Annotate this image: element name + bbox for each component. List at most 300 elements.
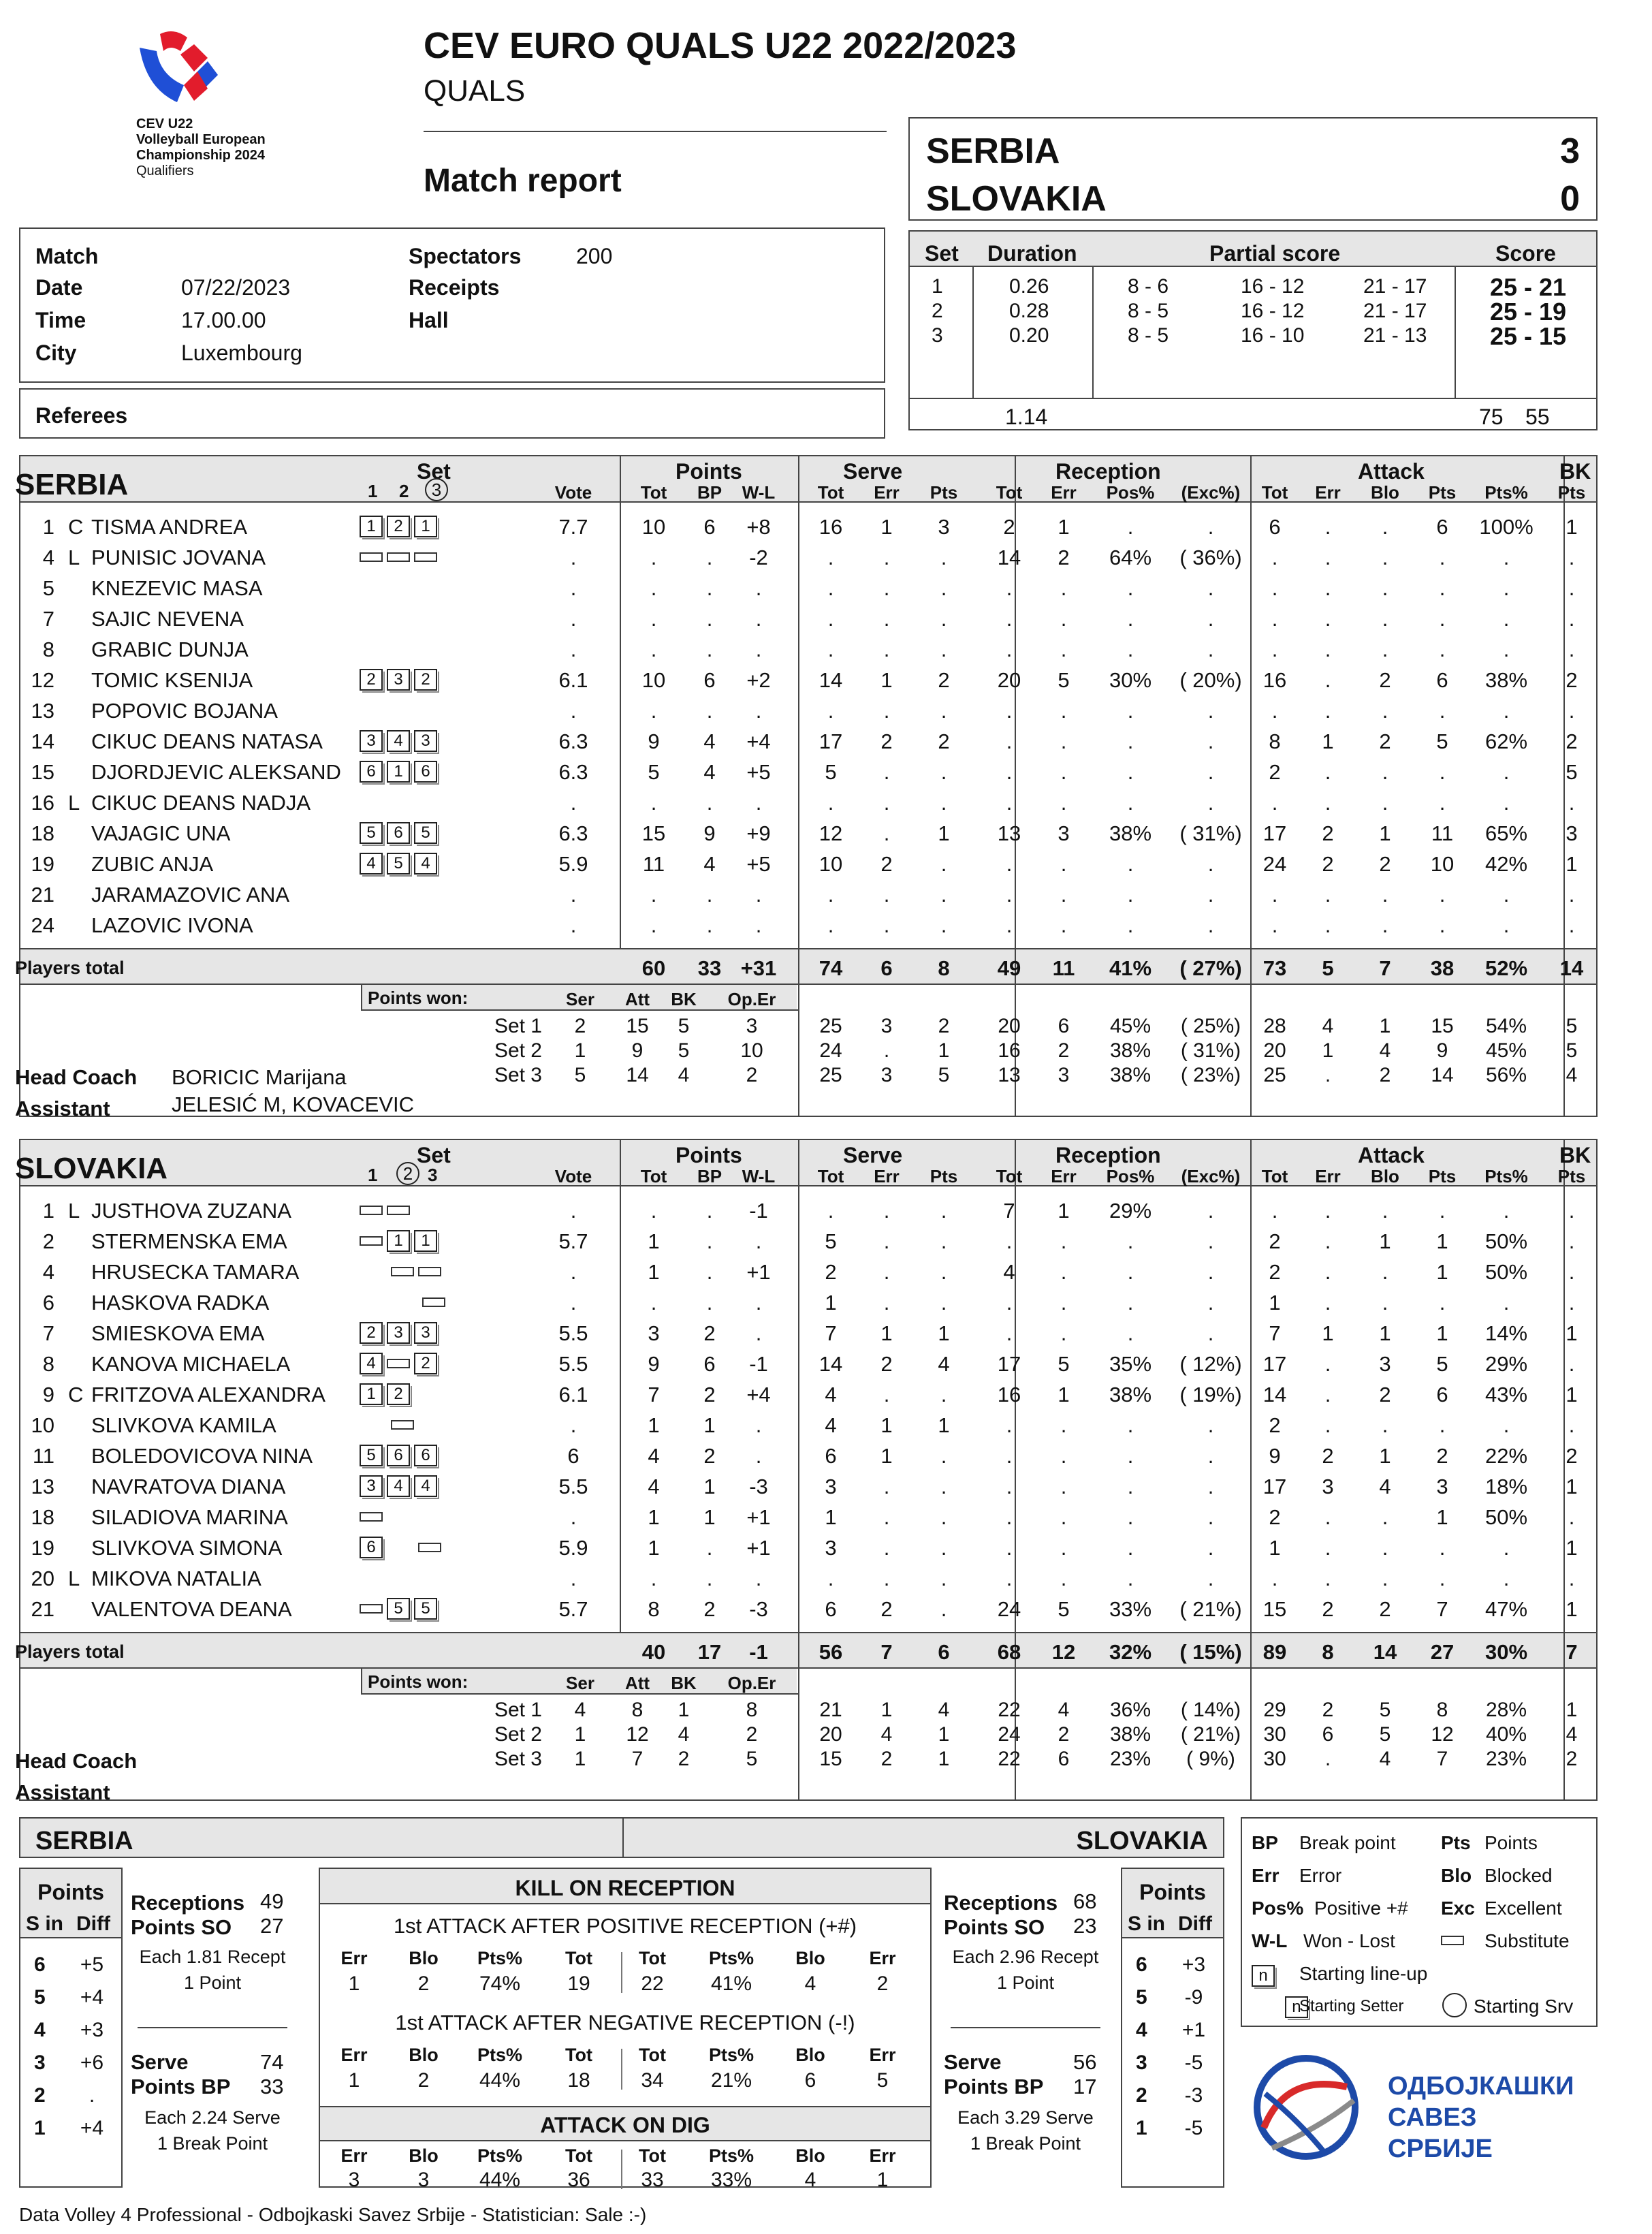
legend-bp: BP xyxy=(1252,1832,1278,1853)
stat-cell: . xyxy=(1127,638,1134,661)
player-number: 13 xyxy=(31,1475,54,1498)
stat-cell: 17 xyxy=(819,729,843,753)
stat-cell: 29% xyxy=(1484,1352,1528,1376)
stat-cell: . xyxy=(1439,791,1446,815)
stat-cell: . xyxy=(1382,791,1388,815)
stat-cell: 2 xyxy=(1566,729,1578,753)
starting-position-icon: 4 xyxy=(387,1475,410,1497)
stat-cell: . xyxy=(1006,913,1013,937)
set-stat-cell: 3 xyxy=(880,1064,893,1086)
col-bk: BK xyxy=(1559,1143,1591,1167)
stat-cell: . xyxy=(1060,638,1067,661)
assistant-name: JELESIĆ M, KOVACEVIC xyxy=(172,1092,415,1116)
logo-line4: Qualifiers xyxy=(136,163,194,178)
stat-cell: . xyxy=(755,576,762,600)
stat-cell: . xyxy=(570,1505,577,1529)
col-serve: Serve xyxy=(843,1143,903,1167)
total-cell: 12 xyxy=(1051,1640,1076,1664)
stat-cell: . xyxy=(1207,1260,1214,1284)
stat-cell: 3 xyxy=(1436,1475,1448,1498)
assistant-label: Assistant xyxy=(15,1097,110,1120)
set-stat-cell: 15 xyxy=(1431,1015,1454,1037)
stat-cell: ( 36%) xyxy=(1179,546,1242,569)
stat-cell: 2 xyxy=(1379,1383,1391,1406)
rotation-number: 4 xyxy=(34,2019,46,2041)
stat-cell: . xyxy=(1439,883,1446,907)
set-stat-cell: 38% xyxy=(1109,1064,1151,1086)
stat-cell: . xyxy=(1060,1321,1067,1345)
stat-cell: . xyxy=(1127,852,1134,876)
stat-cell: . xyxy=(755,1291,762,1315)
player-number: 2 xyxy=(42,1229,54,1253)
rotation-number: 2 xyxy=(1136,2084,1147,2107)
negative-cell: 18 xyxy=(567,2069,590,2092)
stat-cell: 9 xyxy=(703,821,716,845)
col-head: Pos% xyxy=(1106,1166,1155,1186)
set-stat-cell: 2 xyxy=(1379,1064,1391,1086)
total-cell: 68 xyxy=(997,1640,1021,1664)
set-duration: 0.26 xyxy=(1009,275,1049,298)
col-head: W-L xyxy=(742,1166,776,1186)
stat-cell: 1 xyxy=(880,515,893,539)
positive-cell: 1 xyxy=(348,1972,360,1995)
starting-rotations xyxy=(360,1320,441,1344)
stat-cell: . xyxy=(1382,607,1388,631)
stat-cell: . xyxy=(570,1567,577,1590)
col-head: Pts xyxy=(1428,1166,1457,1186)
set-stat-cell: 8 xyxy=(1436,1699,1448,1721)
stat-cell: 17 xyxy=(997,1352,1021,1376)
kill-head: Tot xyxy=(565,2045,592,2065)
stat-cell: 6.1 xyxy=(558,668,588,692)
stat-cell: 2 xyxy=(1269,1260,1281,1284)
negative-cell: 44% xyxy=(479,2069,521,2092)
stat-cell: . xyxy=(1271,607,1278,631)
stat-cell: +9 xyxy=(746,821,771,845)
col-head: W-L xyxy=(742,482,776,503)
stat-cell: . xyxy=(1006,1505,1013,1529)
points-won-cell: 9 xyxy=(631,1039,644,1062)
points-won-cell: 4 xyxy=(678,1064,690,1086)
stat-cell: . xyxy=(1207,729,1214,753)
match-label: Match xyxy=(35,244,99,268)
stat-cell: 30% xyxy=(1109,668,1152,692)
starting-position-icon: 1 xyxy=(360,516,383,537)
set-stat-cell: 4 xyxy=(1379,1039,1391,1062)
stat-cell: . xyxy=(1060,1291,1067,1315)
col-head: Tot xyxy=(817,482,844,503)
stat-cell: . xyxy=(755,1321,762,1345)
positive-cell: 41% xyxy=(710,1972,752,1995)
stat-cell: 6 xyxy=(1436,668,1448,692)
stat-cell: 4 xyxy=(825,1383,837,1406)
player-number: 8 xyxy=(42,638,54,661)
set-stat-cell: 2 xyxy=(880,1748,893,1770)
stat-cell: . xyxy=(650,607,657,631)
stat-cell: . xyxy=(706,1567,713,1590)
starting-position-icon: 3 xyxy=(360,730,383,752)
starting-rotations xyxy=(360,759,441,783)
match-info-box xyxy=(19,227,885,383)
federation-line2: САВЕЗ xyxy=(1388,2103,1477,2132)
stat-cell: . xyxy=(1006,791,1013,815)
stat-cell: . xyxy=(940,1199,947,1223)
stat-cell: 1 xyxy=(1379,1321,1391,1345)
stat-cell: 1 xyxy=(938,821,950,845)
total-cell: 6 xyxy=(880,956,893,980)
stat-cell: . xyxy=(1207,515,1214,539)
stat-cell: . xyxy=(1207,576,1214,600)
set-partial-3: 21 - 13 xyxy=(1363,324,1427,347)
set-stat-cell: 2 xyxy=(1566,1748,1578,1770)
kill-head: Pts% xyxy=(708,2145,754,2166)
set-stat-cell: 20 xyxy=(819,1723,842,1746)
spectators-label: Spectators xyxy=(409,244,522,268)
stat-cell: . xyxy=(1271,638,1278,661)
total-cell: 8 xyxy=(1322,1640,1334,1664)
set-stat-cell: ( 23%) xyxy=(1180,1064,1241,1086)
rotation-diff-value: . xyxy=(89,2084,95,2107)
stat-cell: . xyxy=(940,1444,947,1468)
stat-cell: . xyxy=(570,1199,577,1223)
total-cell: 49 xyxy=(997,956,1021,980)
stat-cell: . xyxy=(940,1260,947,1284)
player-name: KANOVA MICHAELA xyxy=(91,1352,291,1376)
col-head: Err xyxy=(1315,482,1341,503)
starting-position-icon: 5 xyxy=(387,853,410,875)
stat-cell: . xyxy=(1127,576,1134,600)
stat-cell: 16 xyxy=(819,515,843,539)
set-stat-cell: 23% xyxy=(1109,1748,1151,1770)
stat-cell: 5.5 xyxy=(558,1321,588,1345)
logo-line1: CEV U22 xyxy=(136,116,193,131)
stat-cell: 17 xyxy=(1262,1352,1287,1376)
starting-rotations xyxy=(360,1381,445,1405)
points-won-cell: 2 xyxy=(574,1015,586,1037)
stat-cell: 6 xyxy=(703,515,716,539)
stat-cell: . xyxy=(1060,1536,1067,1560)
legend-lineup-text: Starting line-up xyxy=(1299,1963,1428,1984)
stat-cell: . xyxy=(570,1413,577,1437)
stat-cell: 1 xyxy=(1566,1536,1578,1560)
stat-cell: . xyxy=(827,699,834,723)
stat-cell: . xyxy=(883,913,890,937)
set-stat-cell: . xyxy=(883,1039,890,1062)
stat-cell: . xyxy=(1382,1505,1388,1529)
stat-cell: 6 xyxy=(825,1444,837,1468)
stat-cell: 1 xyxy=(1566,1475,1578,1498)
set-stat-cell: 45% xyxy=(1109,1015,1151,1037)
stat-cell: 14% xyxy=(1484,1321,1528,1345)
stat-cell: . xyxy=(883,607,890,631)
stat-cell: . xyxy=(883,699,890,723)
substitute-icon xyxy=(360,1206,383,1215)
col-bk: BK xyxy=(1559,459,1591,484)
stat-cell: . xyxy=(940,1536,947,1560)
col-attack: Attack xyxy=(1358,1143,1425,1167)
total-cell: 8 xyxy=(938,956,950,980)
kill-head: Blo xyxy=(795,1948,825,1968)
legend-pts-text: Points xyxy=(1484,1832,1538,1853)
starting-rotations xyxy=(360,1443,441,1466)
stat-cell: 38% xyxy=(1484,668,1528,692)
total-cell: 7 xyxy=(1566,1640,1578,1664)
substitute-icon xyxy=(422,1297,445,1307)
stat-cell: 1 xyxy=(1379,1444,1391,1468)
stat-cell: 3 xyxy=(648,1321,660,1345)
dig-cell: 3 xyxy=(348,2169,360,2191)
stat-cell: . xyxy=(1382,1291,1388,1315)
points-won-cell: 2 xyxy=(746,1723,758,1746)
stat-cell: . xyxy=(827,576,834,600)
stat-cell: . xyxy=(570,576,577,600)
set-stat-cell: 28% xyxy=(1485,1699,1527,1721)
stat-cell: 47% xyxy=(1484,1597,1528,1621)
kill-head: Err xyxy=(869,2145,896,2166)
stat-cell: . xyxy=(1271,699,1278,723)
stat-cell: 3 xyxy=(1379,1352,1391,1376)
stat-cell: . xyxy=(827,883,834,907)
col-head: Err xyxy=(1051,482,1077,503)
total-cell: 40 xyxy=(641,1640,666,1664)
stat-cell: 16 xyxy=(997,1383,1021,1406)
stat-cell: . xyxy=(1568,1413,1575,1437)
stat-cell: 7 xyxy=(1436,1597,1448,1621)
stat-cell: 6.3 xyxy=(558,821,588,845)
stat-cell: . xyxy=(706,546,713,569)
stat-cell: . xyxy=(1127,1567,1134,1590)
stat-cell: +1 xyxy=(746,1536,771,1560)
stat-cell: 6 xyxy=(1436,515,1448,539)
stat-cell: 4 xyxy=(1003,1260,1015,1284)
stat-cell: 2 xyxy=(1379,1597,1391,1621)
stat-cell: 50% xyxy=(1484,1505,1528,1529)
stat-cell: 1 xyxy=(880,1321,893,1345)
stat-cell: 1 xyxy=(1379,1229,1391,1253)
stat-cell: . xyxy=(650,576,657,600)
stat-cell: . xyxy=(1324,1567,1331,1590)
divider xyxy=(361,1009,798,1011)
player-number: 7 xyxy=(42,607,54,631)
player-number: 7 xyxy=(42,1321,54,1345)
starting-position-icon: 1 xyxy=(387,1230,410,1252)
divider xyxy=(319,1903,932,1904)
starting-rotations xyxy=(360,1259,445,1280)
stat-cell: 2 xyxy=(938,668,950,692)
dig-cell: 4 xyxy=(804,2169,816,2191)
stat-cell: 2 xyxy=(880,1597,893,1621)
set-score: 25 - 19 xyxy=(1490,298,1567,326)
dig-cell: 33 xyxy=(641,2169,664,2191)
set-stat-label: Set 3 xyxy=(494,1064,542,1086)
rotation-number: 6 xyxy=(34,1953,46,1976)
player-name: FRITZOVA ALEXANDRA xyxy=(91,1383,325,1406)
stat-cell: . xyxy=(1503,1536,1510,1560)
player-number: 15 xyxy=(31,760,54,784)
stat-cell: . xyxy=(1207,852,1214,876)
stat-cell: . xyxy=(1324,1291,1331,1315)
stat-cell: . xyxy=(1382,515,1388,539)
starting-rotations xyxy=(360,912,454,934)
total-cell: 7 xyxy=(1379,956,1391,980)
negative-cell: 2 xyxy=(417,2069,430,2092)
stat-cell: 1 xyxy=(1058,1383,1070,1406)
stat-cell: -3 xyxy=(749,1597,768,1621)
total-cell: +31 xyxy=(740,956,777,980)
bottom-team-bar xyxy=(19,1817,1224,1858)
stat-cell: 42% xyxy=(1484,852,1528,876)
starting-rotations xyxy=(360,1504,449,1526)
points-won-cell: 5 xyxy=(746,1748,758,1770)
rotation-number: 3 xyxy=(1136,2051,1147,2074)
stat-cell: . xyxy=(1127,1413,1134,1437)
head-coach-name: BORICIC Marijana xyxy=(172,1065,347,1089)
player-name: ZUBIC ANJA xyxy=(91,852,214,876)
stat-cell: 2 xyxy=(1322,1444,1334,1468)
points-won-head: Ser xyxy=(566,1673,594,1693)
total-cell: 33 xyxy=(697,956,722,980)
stat-cell: 1 xyxy=(648,1413,660,1437)
city-value: Luxembourg xyxy=(181,341,302,365)
stat-cell: 1 xyxy=(1058,515,1070,539)
stat-cell: . xyxy=(706,638,713,661)
set-stat-label: Set 2 xyxy=(494,1039,542,1062)
col-head: Tot xyxy=(1261,1166,1288,1186)
stat-cell: . xyxy=(1324,515,1331,539)
points-won-head: Op.Er xyxy=(727,1673,776,1693)
stat-cell: . xyxy=(1207,1199,1214,1223)
starting-rotations xyxy=(360,1228,441,1252)
points-won-cell: 12 xyxy=(626,1723,649,1746)
divider xyxy=(621,2150,622,2189)
col-head: Blo xyxy=(1371,1166,1399,1186)
stat-cell: 14 xyxy=(819,1352,843,1376)
starting-position-icon: 3 xyxy=(387,1322,410,1344)
col-head: Err xyxy=(874,1166,900,1186)
starting-rotations xyxy=(360,1412,449,1434)
legend-setter-text: Starting Setter xyxy=(1299,1997,1404,2015)
set-stat-cell: 21 xyxy=(819,1699,842,1721)
points-bp-label: Points BP xyxy=(944,2075,1044,2098)
set-stat-cell: ( 14%) xyxy=(1180,1699,1241,1721)
stat-cell: +4 xyxy=(746,729,771,753)
stat-cell: . xyxy=(706,1260,713,1284)
col-head: Pts xyxy=(1428,482,1457,503)
col-head: Pts% xyxy=(1484,1166,1528,1186)
total-cell: ( 27%) xyxy=(1179,956,1242,980)
stat-cell: 5 xyxy=(825,760,837,784)
stat-cell: 1 xyxy=(648,1536,660,1560)
rotation-number: 5 xyxy=(1136,1986,1147,2009)
set-circle-icon: 3 xyxy=(425,478,448,501)
stat-cell: . xyxy=(883,546,890,569)
stat-cell: 5 xyxy=(1436,729,1448,753)
stat-cell: 43% xyxy=(1484,1383,1528,1406)
starting-position-icon: 6 xyxy=(414,1445,437,1466)
starting-position-icon: 3 xyxy=(414,730,437,752)
stat-cell: 24 xyxy=(997,1597,1021,1621)
set-stat-cell: 6 xyxy=(1058,1015,1070,1037)
rotation-number: 1 xyxy=(34,2117,46,2139)
stat-cell: . xyxy=(1382,1536,1388,1560)
stat-cell: . xyxy=(940,1291,947,1315)
stat-cell: 1 xyxy=(1436,1321,1448,1345)
stat-cell: . xyxy=(755,1413,762,1437)
points-won-head: Att xyxy=(624,989,650,1009)
stat-cell: . xyxy=(827,1567,834,1590)
stat-cell: 6 xyxy=(1269,515,1281,539)
stat-cell: 1 xyxy=(703,1505,716,1529)
rotation-title: Points xyxy=(37,1880,104,1904)
starting-rotations xyxy=(360,1289,449,1311)
stat-cell: . xyxy=(1127,760,1134,784)
positive-cell: 2 xyxy=(876,1972,889,1995)
divider xyxy=(319,2140,932,2141)
stat-cell: . xyxy=(1382,699,1388,723)
stat-cell: ( 12%) xyxy=(1179,1352,1242,1376)
stat-cell: . xyxy=(1382,638,1388,661)
stat-cell: . xyxy=(1207,760,1214,784)
stat-cell: 6 xyxy=(825,1597,837,1621)
receptions-label: Receptions xyxy=(131,1891,245,1915)
stat-cell: 5 xyxy=(1058,668,1070,692)
stat-cell: . xyxy=(650,1199,657,1223)
stat-cell: 38% xyxy=(1109,821,1152,845)
player-number: 8 xyxy=(42,1352,54,1376)
stat-cell: . xyxy=(940,791,947,815)
col-attack: Attack xyxy=(1358,459,1425,484)
total-cell: -1 xyxy=(749,1640,768,1664)
stat-cell: . xyxy=(1439,638,1446,661)
set-stat-cell: 20 xyxy=(998,1015,1021,1037)
stat-cell: 4 xyxy=(1379,1475,1391,1498)
dig-cell: 44% xyxy=(479,2169,521,2191)
stat-cell: 17 xyxy=(1262,1475,1287,1498)
set-stat-cell: 40% xyxy=(1485,1723,1527,1746)
divider xyxy=(361,1693,798,1695)
col-head: Err xyxy=(874,482,900,503)
points-so-value: 27 xyxy=(260,1914,284,1938)
stat-cell: . xyxy=(1382,1260,1388,1284)
stat-cell: . xyxy=(1060,1505,1067,1529)
stat-cell: 1 xyxy=(648,1505,660,1529)
stat-cell: . xyxy=(1324,576,1331,600)
set-stat-cell: ( 21%) xyxy=(1180,1723,1241,1746)
player-name: HASKOVA RADKA xyxy=(91,1291,270,1315)
legend-exc-text: Excellent xyxy=(1484,1898,1562,1919)
stat-cell: . xyxy=(1207,607,1214,631)
stat-cell: . xyxy=(1382,760,1388,784)
stat-cell: . xyxy=(1207,1321,1214,1345)
starting-position-icon: 5 xyxy=(360,822,383,844)
stat-cell: . xyxy=(706,883,713,907)
sets-table xyxy=(908,230,1598,430)
stat-cell: . xyxy=(883,1536,890,1560)
stat-cell: 3 xyxy=(1566,821,1578,845)
starting-position-icon: 4 xyxy=(387,730,410,752)
stat-cell: +5 xyxy=(746,852,771,876)
player-number: 14 xyxy=(31,729,54,753)
starting-rotations xyxy=(360,820,441,844)
stat-cell: . xyxy=(1271,1567,1278,1590)
report-title: Match report xyxy=(424,163,622,199)
stat-cell: 5.9 xyxy=(558,1536,588,1560)
starting-position-icon: 2 xyxy=(387,1383,410,1405)
starting-position-icon: 6 xyxy=(360,1537,383,1558)
dig-cell: 3 xyxy=(417,2169,430,2191)
set-stat-cell: 4 xyxy=(1566,1064,1578,1086)
stat-cell: . xyxy=(1568,913,1575,937)
